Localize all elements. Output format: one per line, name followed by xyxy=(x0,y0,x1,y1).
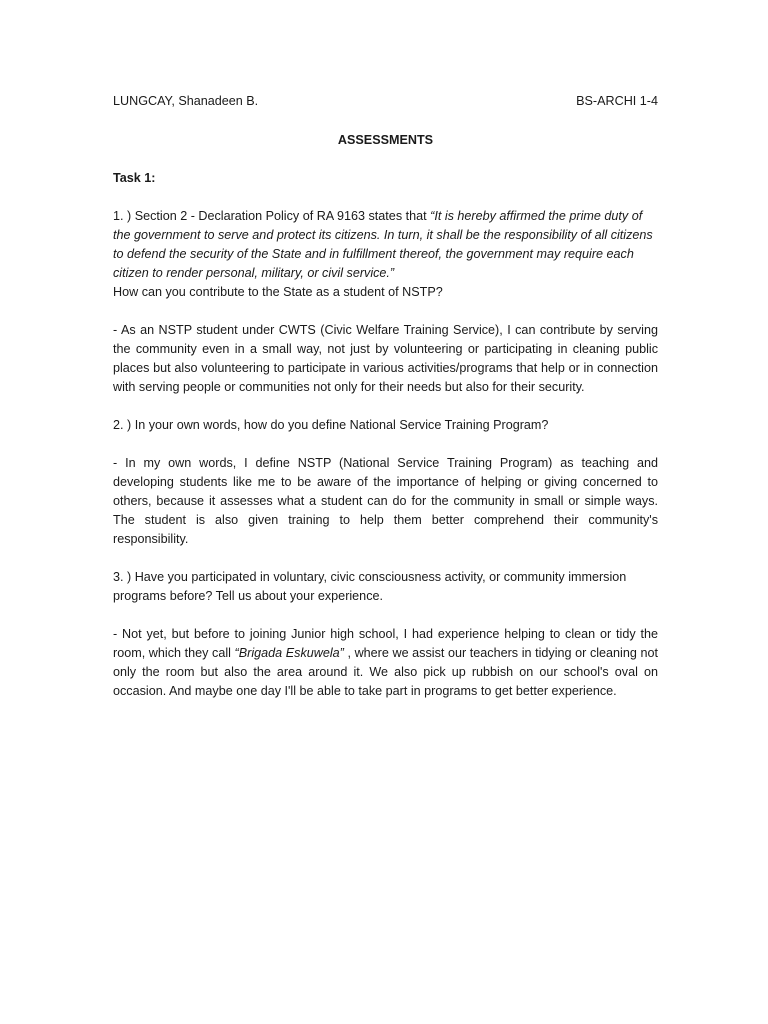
question-2-text: In your own words, how do you define National Service Training Program? xyxy=(131,418,549,432)
question-1-text: Section 2 - Declaration Policy of RA 9163 states that xyxy=(131,209,431,223)
question-1 xyxy=(113,207,658,302)
student-name: LUNGCAY, Shanadeen B. xyxy=(113,94,259,108)
question-3-text: Have you participated in voluntary, civic consciousness activity, or community immersion programs before? Tell us about your experience. xyxy=(113,570,627,603)
question-3 xyxy=(113,568,658,606)
question-1-prompt: How can you contribute to the State as a student of NSTP? xyxy=(113,285,443,299)
answer-3-part-a: - Not yet, but before to joining Junior high school, I had experience helping to clean or tidy the room, which they call xyxy=(113,627,658,660)
question-1-quote: “It is hereby affirmed the prime duty of the government to serve and protect its citizens. In turn, it shall be the responsibility of all citizens to defend the security of the State and in fulfillment thereof, the government may require each citizen to render personal, military, or civil service.” xyxy=(113,209,653,280)
document-page xyxy=(113,92,658,701)
answer-3-quote: “Brigada Eskuwela” xyxy=(234,646,344,660)
answer-3-part-b: , where we assist our teachers in tidying or cleaning not only the room but also the area around it. We also pick up rubbish on our school's oval on occasion. And maybe one day I'll be able to take part in programs to get better experience. xyxy=(113,646,658,698)
answer-1: - As an NSTP student under CWTS (Civic Welfare Training Service), I can contribute by serving the community even in a small way, not just by volunteering or participating in cleaning public places but also volunteering to participate in various activities/programs that help or in connection with serving people or communities not only for their needs but also for their security. xyxy=(113,323,658,394)
question-1-number: 1. ) xyxy=(113,209,132,223)
answer-3 xyxy=(113,625,658,701)
question-2-number: 2. ) xyxy=(113,418,132,432)
student-section: BS-ARCHI 1-4 xyxy=(576,94,658,108)
document-header xyxy=(113,92,658,111)
question-2 xyxy=(113,416,658,435)
answer-2: - In my own words, I define NSTP (National Service Training Program) as teaching and developing students like me to be aware of the importance of helping or giving concerned to others, because it assesses what a student can do for the community in small or simple ways. The student is also given training to help them better comprehend their community's responsibility. xyxy=(113,456,658,546)
document-title: ASSESSMENTS xyxy=(337,133,434,147)
question-3-number: 3. ) xyxy=(113,570,132,584)
task-label: Task 1: xyxy=(113,171,156,185)
